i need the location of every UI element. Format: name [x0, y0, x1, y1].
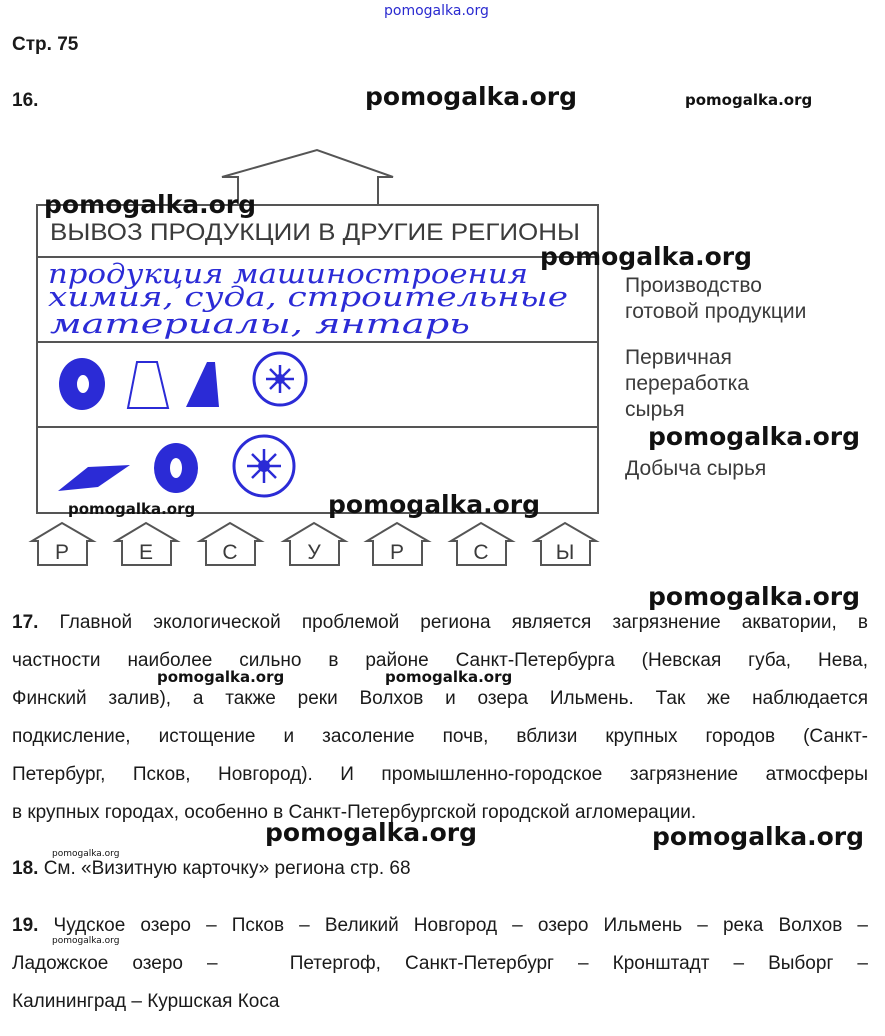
task17-line-3: Финский залив), а также реки Волхов и озера Ильмень. Так же наблюдается: [12, 688, 868, 709]
watermark: pomogalka.org: [365, 82, 578, 111]
page-label: Стр. 75: [12, 34, 79, 55]
watermark: pomogalka.org: [44, 190, 257, 219]
label-primary-line-3: сырья: [625, 398, 685, 421]
watermark: pomogalka.org: [685, 91, 813, 109]
resource-letter-1: Р: [54, 541, 70, 564]
task19-number: 19.: [12, 915, 39, 936]
chemical-raw-icon: [234, 436, 294, 496]
task18-paragraph: [12, 850, 868, 888]
label-finished-products: [625, 273, 806, 325]
watermark: pomogalka.org: [385, 668, 513, 686]
watermark: pomogalka.org: [265, 818, 478, 847]
watermark: pomogalka.org: [648, 422, 861, 451]
resource-letter-5: Р: [389, 541, 405, 564]
resource-letter-3: С: [222, 541, 238, 564]
watermark: pomogalka.org: [328, 490, 541, 519]
task17-line-4: подкисление, истощение и засоление почв, вблизи крупных городов (Санкт-: [12, 726, 868, 747]
watermark: pomogalka.org: [68, 500, 196, 518]
task17-line-5: Петербург, Псков, Новгород). И промышленно-городское загрязнение атмосферы: [12, 764, 868, 785]
watermark: pomogalka.org: [540, 242, 753, 271]
label-primary-line-2: переработка: [625, 372, 749, 395]
label-extraction: Добыча сырья: [625, 457, 767, 480]
task17-paragraph: [12, 604, 868, 832]
label-primary-processing: [625, 345, 749, 423]
resource-letter-4: У: [307, 541, 321, 564]
resource-letter-2: Е: [138, 541, 154, 564]
label-finished-line-1: Производство: [625, 274, 762, 297]
task16-number: 16.: [12, 90, 39, 111]
trapezoid-outline-icon: [128, 362, 168, 408]
watermark: pomogalka.org: [52, 849, 120, 859]
chemistry-icon: [254, 353, 306, 405]
task17-number: 17.: [12, 612, 39, 633]
resource-letter-6: С: [473, 541, 489, 564]
watermark: pomogalka.org: [157, 668, 285, 686]
export-header: ВЫВОЗ ПРОДУКЦИИ В ДРУГИЕ РЕГИОНЫ: [50, 219, 580, 246]
resource-letter-7: Ы: [555, 541, 575, 564]
label-finished-line-2: готовой продукции: [625, 300, 807, 323]
oil-icon: [58, 465, 130, 491]
task19-line-2: Ладожское озеро – Петергоф, Санкт-Петербург – Кронштадт – Выборг –: [12, 953, 868, 974]
ferrous-metallurgy-icon: [59, 358, 105, 410]
trapezoid-filled-icon: [186, 362, 219, 407]
task18-number: 18.: [12, 858, 39, 879]
watermark-top: pomogalka.org: [384, 3, 489, 19]
handwriting-line-3: материалы, янтарь: [50, 309, 470, 340]
task19-line-3: Калининград – Куршская Коса: [12, 991, 280, 1012]
task17-line-6: в крупных городах, особенно в Санкт-Петербургской городской агломерации.: [12, 802, 697, 823]
handwriting-line-1: продукция машиностроения: [48, 259, 528, 290]
task18-text: См. «Визитную карточку» региона стр. 68: [43, 858, 411, 879]
label-primary-line-1: Первичная: [625, 346, 732, 369]
task19-line-1: Чудское озеро – Псков – Великий Новгород – озеро Ильмень – река Волхов –: [53, 915, 868, 936]
watermark: pomogalka.org: [52, 936, 120, 946]
watermark: pomogalka.org: [648, 582, 861, 611]
task17-line-1: Главной экологической проблемой региона является загрязнение акватории, в: [59, 612, 868, 633]
task19-paragraph: [12, 907, 868, 1021]
task17-line-2: частности наиболее сильно в районе Санкт-Петербурга (Невская губа, Нева,: [12, 650, 868, 671]
handwriting-line-2: химия, суда, строительные: [48, 282, 568, 313]
ore-icon: [154, 443, 198, 493]
watermark: pomogalka.org: [652, 822, 865, 851]
